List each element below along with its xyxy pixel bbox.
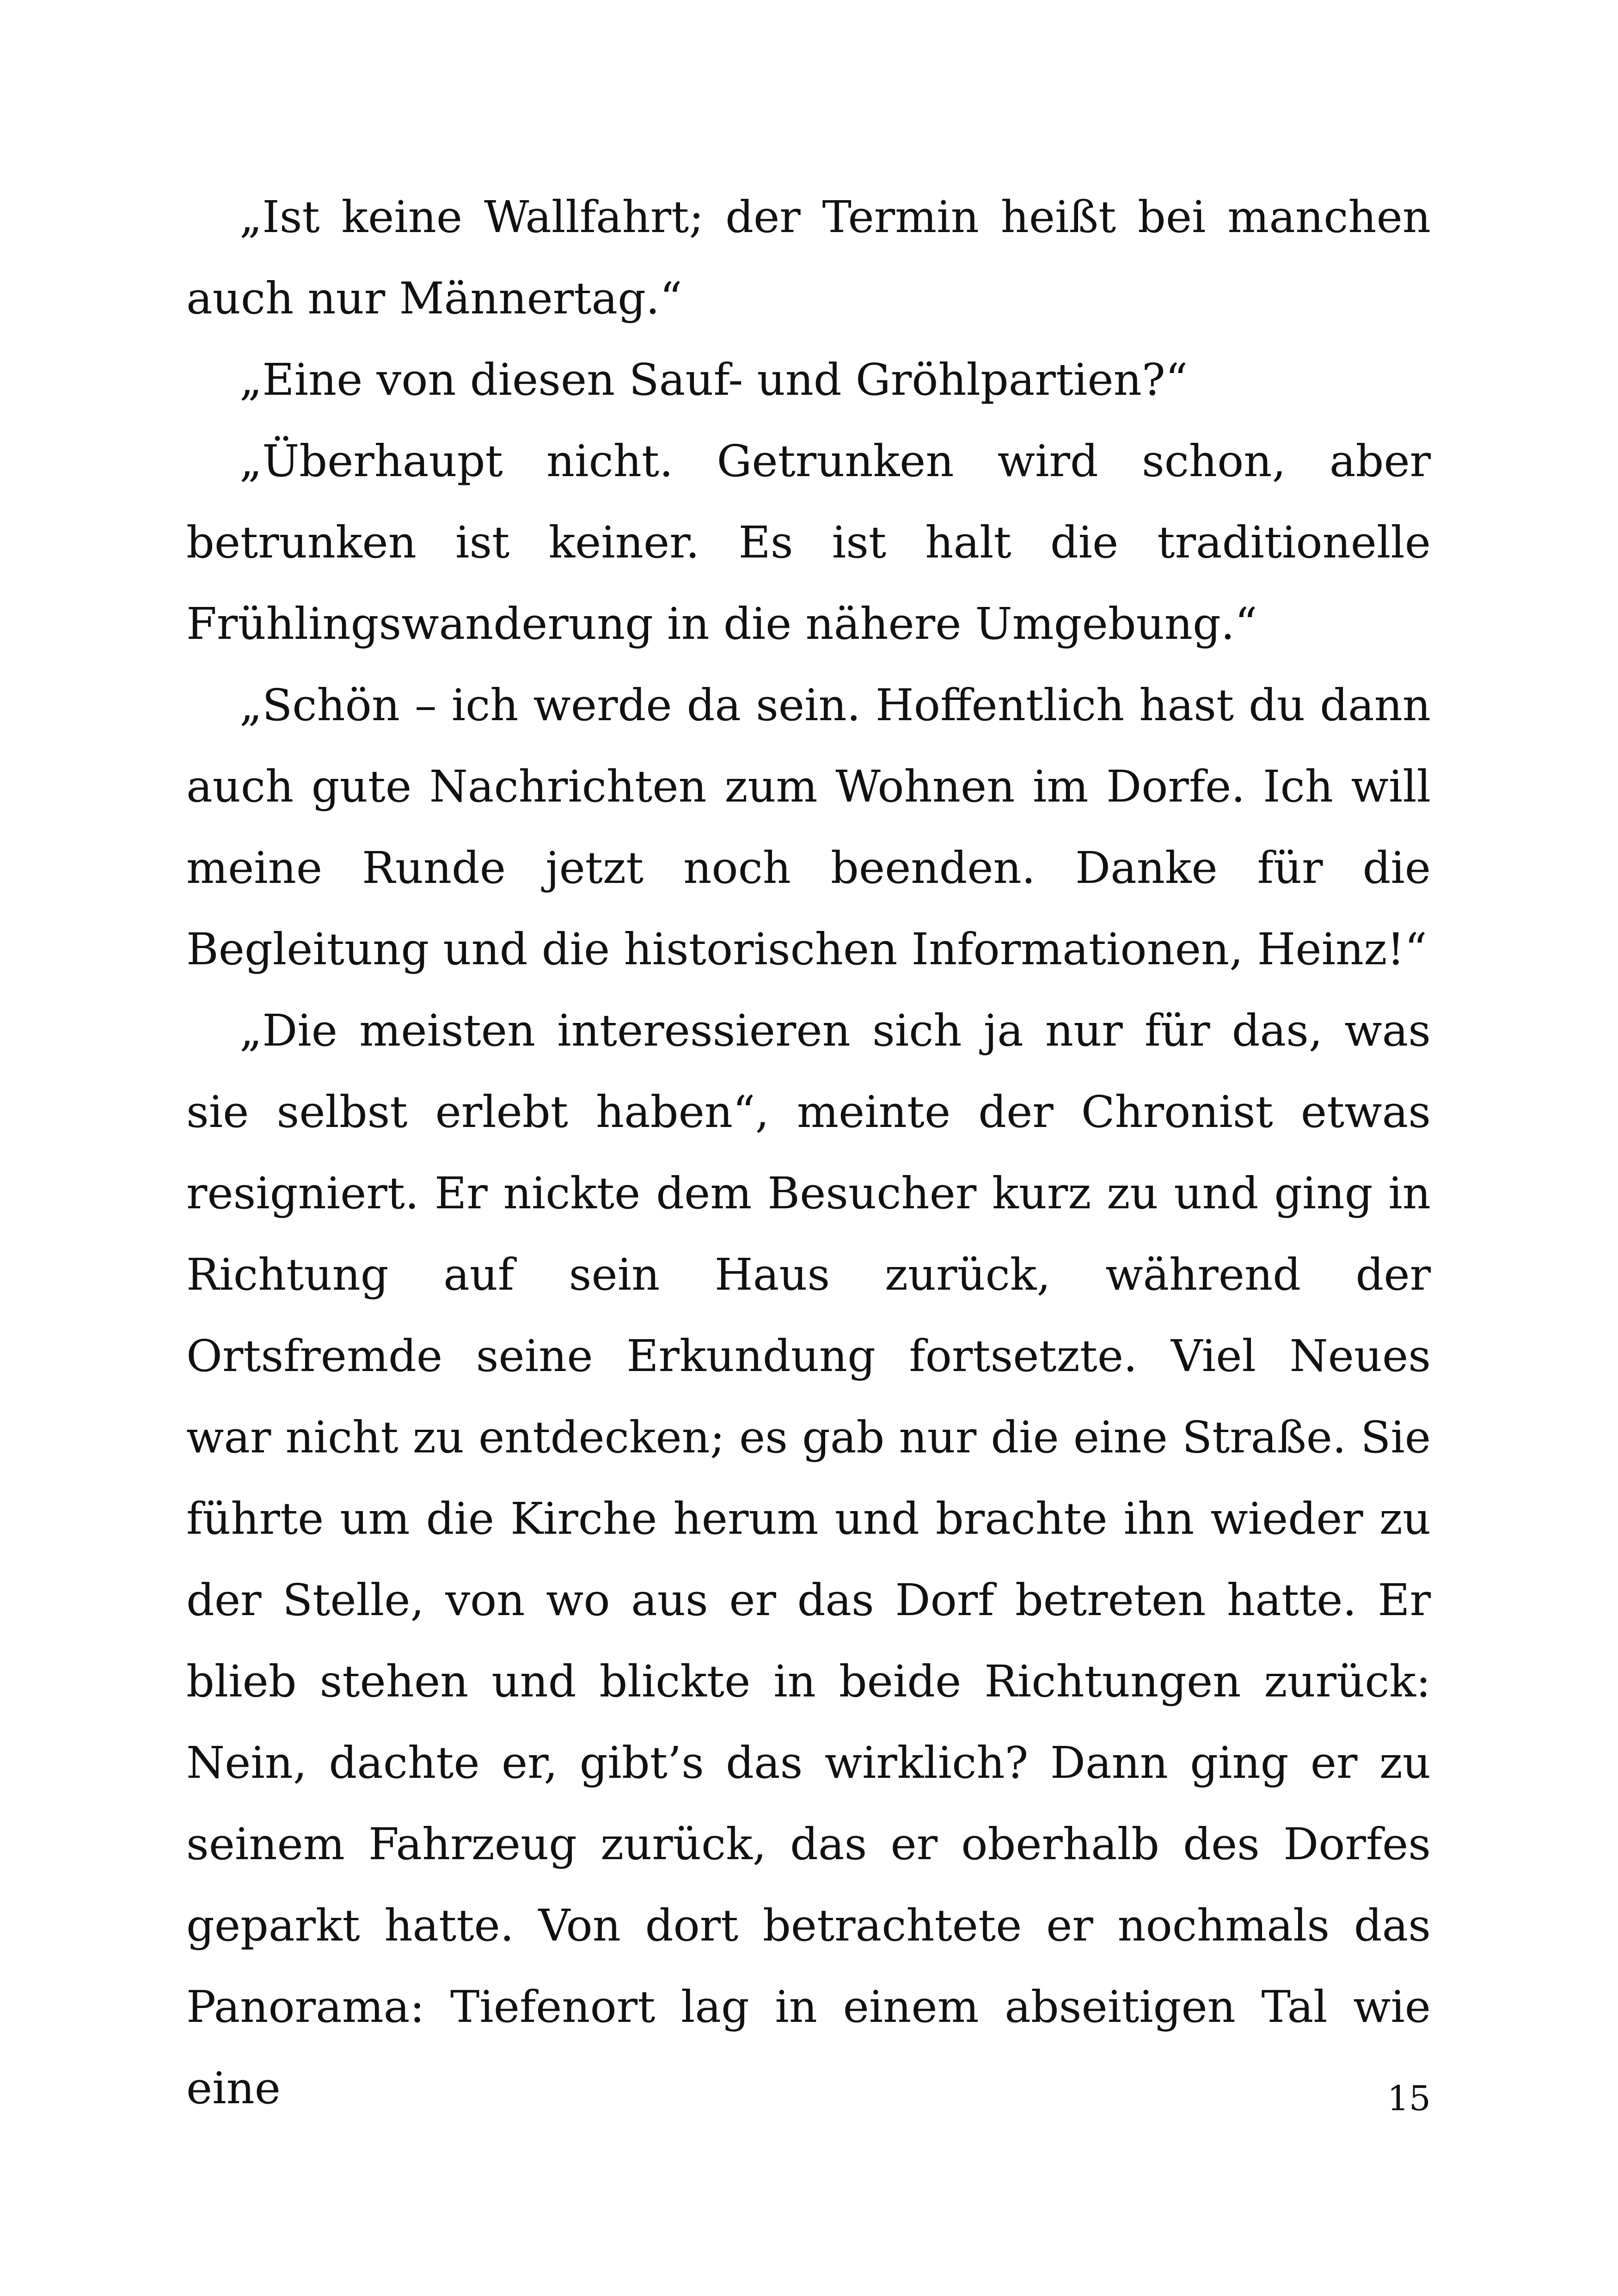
- paragraph-3: „Überhaupt nicht. Getrunken wird schon, aber betrunken ist keiner. Es ist halt die traditionelle Frühlingswanderung in die nähere Umgebung.“: [186, 436, 1431, 649]
- page-number: 15: [1387, 2079, 1431, 2118]
- paragraph-5: „Die meisten interessieren sich ja nur für das, was sie selbst erlebt haben“, meinte der Chronist etwas resigniert. Er nickte dem Besucher kurz zu und ging in Richtung auf sein Haus zurück, während der Ortsfremde seine Erkundung fortsetzte. Viel Neues war nicht zu entdecken; es gab nur die eine Straße. Sie führte um die Kirche herum und brachte ihn wieder zu der Stelle, von wo aus er das Dorf betreten hatte. Er blieb stehen und blickte in beide Richtungen zurück: Nein, dachte er, gibt’s das wirklich? Dann ging er zu seinem Fahrzeug zurück, das er oberhalb des Dorfes geparkt hatte. Von dort betrachtete er nochmals das Panorama: Tiefenort lag in einem abseitigen Tal wie eine: [186, 1005, 1431, 2114]
- paragraph-2: „Eine von diesen Sauf- und Gröhlpartien?“: [239, 355, 1188, 405]
- body-text: [186, 177, 1431, 2129]
- paragraph-4: „Schön – ich werde da sein. Hoffentlich hast du dann auch gute Nachrichten zum Wohnen im Dorfe. Ich will meine Runde jetzt noch beenden. Danke für die Begleitung und die historischen Informationen, Heinz!“: [186, 680, 1431, 975]
- paragraph-1: „Ist keine Wallfahrt; der Termin heißt bei manchen auch nur Männertag.“: [186, 192, 1431, 324]
